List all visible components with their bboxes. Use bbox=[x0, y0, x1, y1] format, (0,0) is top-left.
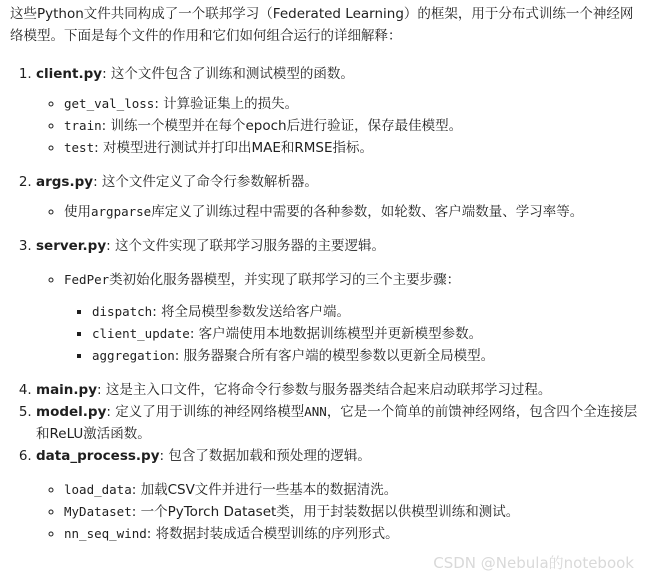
function-name: dispatch bbox=[92, 304, 153, 319]
item-text: : 将全局模型参数发送给客户端。 bbox=[152, 304, 351, 320]
list-item bbox=[64, 137, 640, 159]
function-name: load_data bbox=[64, 482, 132, 497]
file-name: client.py bbox=[36, 66, 103, 82]
item-text: 库定义了训练过程中需要的各种参数，如轮数、客户端数量、学习率等。 bbox=[151, 204, 584, 220]
nested-list bbox=[64, 301, 640, 367]
sub-list bbox=[36, 201, 640, 223]
item-text: : 将数据封装成适合模型训练的序列形式。 bbox=[146, 526, 399, 542]
item-text: : 对模型进行测试并打印出MAE和RMSE指标。 bbox=[94, 140, 373, 156]
list-item bbox=[92, 323, 640, 345]
list-item-data-process bbox=[36, 445, 640, 545]
file-name: main.py bbox=[36, 382, 98, 398]
item-text: : 计算验证集上的损失。 bbox=[154, 96, 299, 112]
file-desc: : 这个文件包含了训练和测试模型的函数。 bbox=[102, 66, 354, 82]
list-item-main bbox=[36, 379, 640, 401]
item-text: : 加载CSV文件并进行一些基本的数据清洗。 bbox=[131, 482, 398, 498]
sub-list bbox=[36, 269, 640, 367]
function-name: client_update bbox=[92, 326, 190, 341]
file-name: model.py bbox=[36, 404, 107, 420]
function-name: train bbox=[64, 118, 102, 133]
function-name: nn_seq_wind bbox=[64, 526, 147, 541]
document-body bbox=[10, 3, 640, 557]
file-desc: : 这个文件实现了联邦学习服务器的主要逻辑。 bbox=[106, 238, 385, 254]
item-text: 类初始化服务器模型，并实现了联邦学习的三个主要步骤： bbox=[109, 272, 461, 288]
item-text: : 客户端使用本地数据训练模型并更新模型参数。 bbox=[189, 326, 483, 342]
file-name: data_process.py bbox=[36, 448, 160, 464]
watermark: CSDN @Nebula的notebook bbox=[433, 554, 634, 572]
library-name: argparse bbox=[91, 204, 152, 219]
sub-list bbox=[36, 479, 640, 545]
list-item bbox=[92, 301, 640, 323]
list-item bbox=[92, 345, 640, 367]
function-name: aggregation bbox=[92, 348, 175, 363]
list-item-client bbox=[36, 63, 640, 159]
class-name: FedPer bbox=[64, 272, 110, 287]
list-item bbox=[64, 269, 640, 367]
list-item bbox=[64, 201, 640, 223]
item-text: : 一个PyTorch Dataset类，用于封装数据以供模型训练和测试。 bbox=[131, 504, 520, 520]
list-item bbox=[64, 501, 640, 523]
list-item bbox=[64, 93, 640, 115]
intro-paragraph: 这些Python文件共同构成了一个联邦学习（Federated Learning）的框架，用于分布式训练一个神经网络模型。下面是每个文件的作用和它们如何组合运行的详细解释： bbox=[10, 6, 634, 44]
list-item bbox=[64, 115, 640, 137]
list-item bbox=[64, 479, 640, 501]
item-text: : 服务器聚合所有客户端的模型参数以更新全局模型。 bbox=[174, 348, 495, 364]
sub-list bbox=[36, 93, 640, 159]
file-name: args.py bbox=[36, 174, 94, 190]
file-name: server.py bbox=[36, 238, 107, 254]
item-text: : 训练一个模型并在每个epoch后进行验证，保存最佳模型。 bbox=[101, 118, 463, 134]
file-desc: : 这个文件定义了命令行参数解析器。 bbox=[93, 174, 318, 190]
file-desc-tail: ，它是一个简单的前馈神经网络，包含四个全连接层和ReLU激活函数。 bbox=[36, 404, 638, 442]
list-item-server bbox=[36, 235, 640, 367]
list-item-model bbox=[36, 401, 640, 445]
function-name: test bbox=[64, 140, 95, 155]
file-desc: : 这是主入口文件，它将命令行参数与服务器类结合起来启动联邦学习过程。 bbox=[97, 382, 552, 398]
file-desc: : 包含了数据加载和预处理的逻辑。 bbox=[159, 448, 371, 464]
item-text: 使用 bbox=[64, 204, 91, 220]
function-name: get_val_loss bbox=[64, 96, 155, 111]
file-desc: : 定义了用于训练的神经网络模型 bbox=[106, 404, 305, 420]
list-item bbox=[64, 523, 640, 545]
list-item-args bbox=[36, 171, 640, 223]
file-list bbox=[10, 63, 640, 545]
model-name: ANN bbox=[304, 404, 327, 419]
class-name: MyDataset bbox=[64, 504, 132, 519]
